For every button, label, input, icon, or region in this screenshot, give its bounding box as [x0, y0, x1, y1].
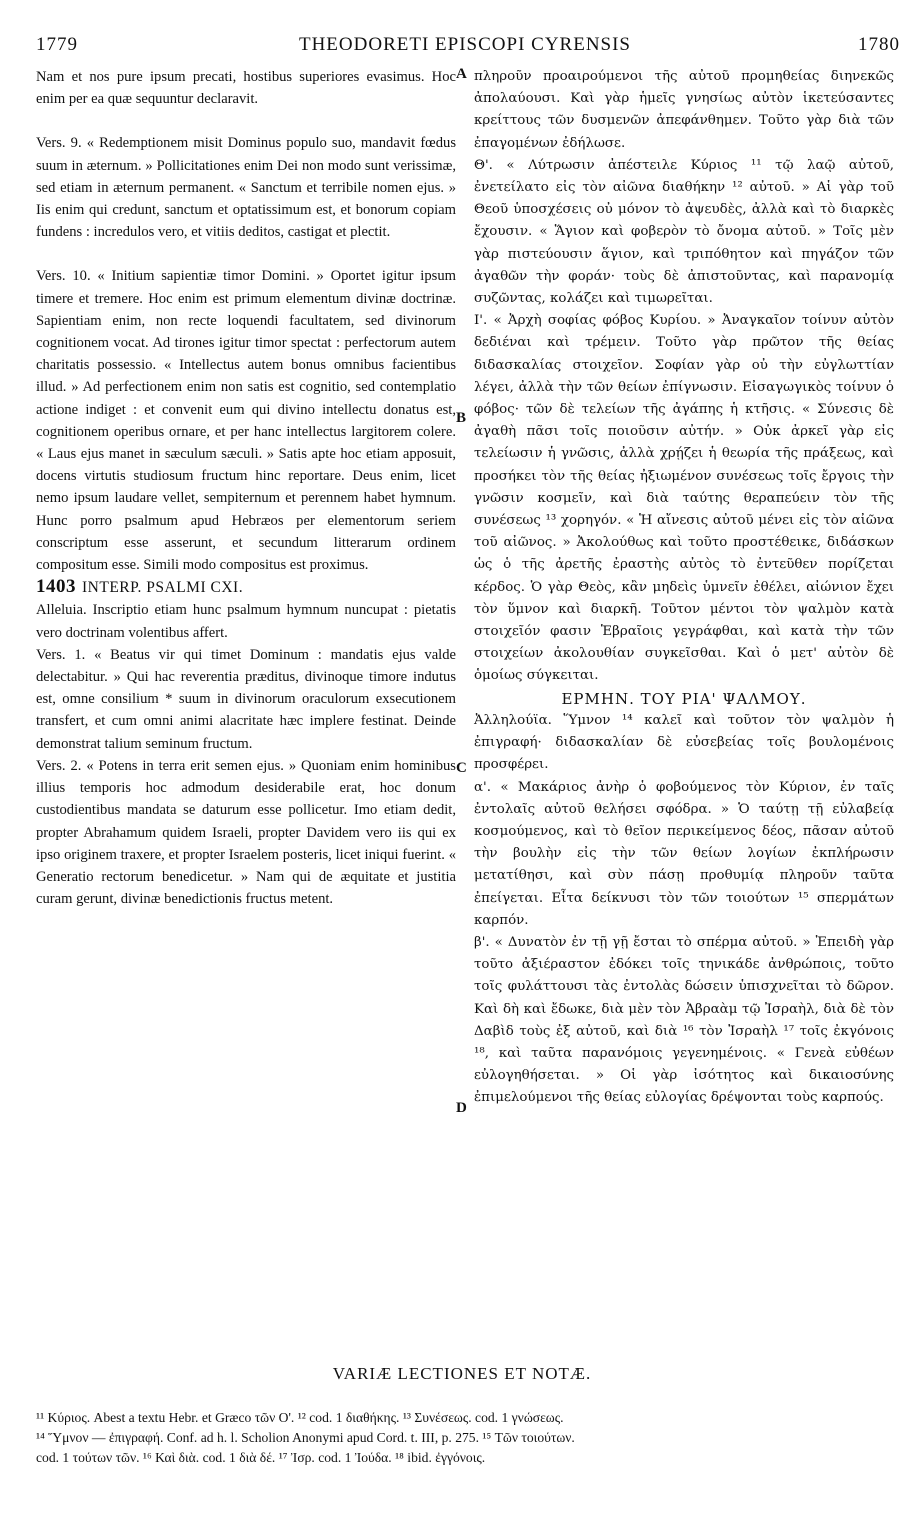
page-header — [30, 34, 900, 62]
greek-paragraph: α'. « Μακάριος ἀνὴρ ὁ φοβούμενος τὸν Κύριον, ἐν ταῖς ἐντολαῖς αὐτοῦ θελήσει σφόδρα. » Ὁ ταύτῃ τῇ εὐλαβείᾳ κοσμούμενος, καὶ τὸ θεῖον περικείμενος δέος, πᾶσαν αὐτοῦ τὴν βουλὴν εἰς τὴν τῶν θείων λογίων ἐκπλήρωσιν μετατίθησι, καὶ σὺν πάσῃ προθυμίᾳ πληροῦν ταῦτα ἐπείγεται. Εἶτα δείκνυσι τὸν τῶν τοιούτων ¹⁵ σπερμάτων καρπόν. — [474, 779, 894, 928]
right-page-number: 1780 — [858, 34, 900, 55]
greek-paragraph: β'. « Δυνατὸν ἐν τῇ γῇ ἔσται τὸ σπέρμα αὐτοῦ. » Ἐπειδὴ γὰρ τοῦτο ἀξιέραστον ἐδόκει τοῖς τηνικάδε ἀνθρώποις, τοῦτο τοῖς φυλάττουσι τὰς ἐντολὰς δώσειν ὑπισχνεῖται τὸ δῶρον. Καὶ δὴ καὶ ἔδωκε, διὰ μὲν τὸν Ἀβραὰμ τῷ Ἰσραὴλ, διὰ δὲ τὸν Δαβὶδ τοὺς ἐξ αὐτοῦ, καὶ διὰ ¹⁶ τὸν Ἰσραὴλ ¹⁷ τοῖς ἐκγόνοις ¹⁸, καὶ ταῦτα παρανόμοις γεγενημένοις. « Γενεὰ εὐθέων εὐλογηθήσεται. » Οἱ γὰρ ἰσότητος καὶ δικαιοσύνης ἐπιμελούμενοι τῆς θείας εὐλογίας δρέψονται τοὺς καρπούς. — [474, 934, 894, 1106]
latin-paragraph: Vers. 10. « Initium sapientiæ timor Domini. » Oportet igitur ipsum timere et tremere. Hoc enim est primum elementum divinæ doctrinæ. Sapientiam enim, non recte loquendi facultatem, sed divinorum cognitionem vocat. Ad tirones igitur timor spectat : perfectorum autem charitatis possessio. « Intellectus autem bonus omnibus facientibus illud. » Ad perfectionem enim non satis est cognitio, sed contemplatio actione indiget : et convenit eum qui divino intellectu donatus est, cognitionem operibus ornare, et per hanc intellectus largitorem colere. « Laus ejus manet in sæculum sæculi. » Satis apte hoc etiam apposuit, docens virtutis studiosum fructum hinc reportare. Deus enim, licet nemo ipsum laudare vellet, sempiternum et perennem habet hymnum. Hunc porro psalmum apud Hebræos per elementorum seriem conscriptum esse asserunt, et secundum litterarum ordinem compositum esse. Simili modo compositus est proximus. — [36, 268, 456, 574]
section-title: INTERP. PSALMI CXI. — [82, 579, 244, 597]
footnotes — [36, 1408, 894, 1468]
greek-column — [474, 66, 894, 1110]
latin-paragraph: Vers. 1. « Beatus vir qui timet Dominum : mandatis ejus valde delectabitur. » Qui hac reverentia præditus, divinoque timore indutus est, omne consilium * suum in divinorum oraculorum exsecutionem transfert, et cum omni animi alacritate hæc implere festinat. Deinde demonstrat talium seminum fructum. — [36, 646, 456, 752]
section-number: 1403 — [36, 576, 76, 598]
latin-section-heading — [36, 576, 456, 599]
greek-paragraph: Θ'. « Λύτρωσιν ἀπέστειλε Κύριος ¹¹ τῷ λαῷ αὐτοῦ, ἐνετείλατο εἰς τὸν αἰῶνα διαθήκην ¹² αὐτοῦ. » Αἱ γὰρ τοῦ Θεοῦ ὑποσχέσεις οὐ μόνον τὸ ἀψευδὲς, ἀλλὰ καὶ τὸ διαρκὲς ἔχουσιν. « Ἅγιον καὶ φοβερὸν τὸ ὄνομα αὐτοῦ. » Τοῖς μὲν γὰρ πιστεύουσιν ἅγιον, καὶ τριπόθητον καὶ πηγάζον τῶν ἀγαθῶν τὴν φοράν· τοὺς δὲ ἀπιστοῦντας, καὶ παρανομίᾳ συζῶντας, κολάζει καὶ τιμωρεῖται. — [474, 157, 894, 307]
greek-paragraph: Ι'. « Ἀρχὴ σοφίας φόβος Κυρίου. » Ἀναγκαῖον τοίνυν αὐτὸν δεδιέναι καὶ τρέμειν. Τοῦτο γὰρ πρῶτον τῆς θείας διδασκαλίας στοιχεῖον. Σοφίαν γὰρ οὐ τὴν εὐγλωττίαν λέγει, ἀλλὰ τὴν τῶν θείων ἐπίγνωσιν. Εἰσαγωγικὸς τοίνυν ὁ φόβος· τῶν δὲ τελείων τῆς ἀγάπης ἡ κτῆσις. « Σύνεσις δὲ ἀγαθὴ πᾶσι τοῖς ποιοῦσιν αὐτήν. » Οὐκ ἀρκεῖ γὰρ εἰς τελείωσιν ἡ γνῶσις, ἀλλὰ χρῄζει ἡ θεωρία τῆς πράξεως, καὶ προσήκει τὸν τῆς θείας ἠξιωμένον συνέσεως τοῖς ἔργοις τὴν γνῶσιν κοσμεῖν, καὶ διὰ ταύτης θεραπεύειν τὸν τῆς συνέσεως ¹³ χορηγόν. « Ἡ αἴνεσις αὐτοῦ μένει εἰς τὸν αἰῶνα τοῦ αἰῶνος. » Ἀκολούθως καὶ τοῦτο προστέθεικε, διδάσκων ὡς ὁ τῆς ἀρετῆς ἐραστὴς αὐτὸς τὸ ἐντεῦθεν πορίζεται κέρδος. Ὁ γὰρ Θεὸς, κἂν μηδεὶς ὑμνεῖν ἐθέλει, αἰώνιον ἔχει τὸν ὕμνον καὶ διαρκῆ. Τοῦτον μέντοι τὸν ψαλμὸν κατὰ στοιχεῖόν φασιν Ἑβραῖοις γεγράφθαι, καὶ κατὰ τὴν τῶν στοιχείων ἀκολουθίαν συγκεῖσθαι. Καὶ ὁ μετ' αὐτὸν δὲ ὁμοίως σύγκειται. — [474, 313, 894, 684]
latin-paragraph: Alleluia. Inscriptio etiam hunc psalmum hymnum nuncupat : pietatis vero doctrinam volentibus affert. — [36, 602, 456, 641]
left-page-number: 1779 — [36, 34, 78, 55]
greek-paragraph: πληροῦν προαιρούμενοι τῆς αὐτοῦ προμηθείας διηνεκῶς ἀπολαύουσι. Καὶ γὰρ ἡμεῖς γνησίως αὐτὸν ἱκετεύσαντες κρείττους τῶν δυσμενῶν ἀπεφάνθημεν. Τοῦτο γὰρ διὰ τῶν ἐπαγομένων ἐδήλωσε. — [474, 69, 894, 151]
latin-paragraph: Vers. 2. « Potens in terra erit semen ejus. » Quoniam enim hominibus illius temporis hoc admodum desiderabile erat, hoc donum custodientibus mandata se daturum esse pollicetur. Imo etiam dedit, propter Abrahamum quidem Israeli, propter Davidem vero iis qui ex ipso originem traxere, et propter Israelem posteris, licet iniqui fuerint. « Generatio rectorum benedicetur. » Nam qui de æquitate et justitia curam gerunt, divinæ benedictionis fructus metent. — [36, 757, 456, 908]
margin-mark-d: D — [456, 1100, 467, 1116]
latin-paragraph: Vers. 9. « Redemptionem misit Dominus populo suo, mandavit fœdus suum in æternum. » Pollicitationes enim Dei non modo sunt verissimæ, sed etiam in æternum permanent. « Sanctum et terribile nomen ejus. » Iis enim qui credunt, sanctum et optatissimum est, et bonorum copiam fundens : incredulos vero, et vitiis deditos, castigat et plectit. — [36, 135, 456, 241]
footnote-line: ¹⁴ Ὕμνον — ἐπιγραφή. Conf. ad h. l. Scholion Anonymi apud Cord. t. III, p. 275. ¹⁵ Τῶν τοιούτων. — [36, 1430, 575, 1445]
footnote-line: cod. 1 τούτων τῶν. ¹⁶ Καὶ διὰ. cod. 1 διὰ δέ. ¹⁷ Ἰσρ. cod. 1 Ἰούδα. ¹⁸ ibid. ἐγγόνοις. — [36, 1450, 486, 1465]
footnote-line: ¹¹ Κύριος. Abest a textu Hebr. et Græco τῶν Ο'. ¹² cod. 1 διαθήκης. ¹³ Συνέσεως. cod. 1 γνώσεως. — [36, 1410, 564, 1425]
margin-mark-c: C — [456, 760, 467, 776]
running-title: THEODORETI EPISCOPI CYRENSIS — [298, 34, 632, 55]
margin-mark-a: A — [456, 66, 467, 82]
latin-paragraph: Nam et nos pure ipsum precati, hostibus superiores evasimus. Hoc enim per ea quæ sequuntur declaravit. — [36, 69, 456, 108]
margin-mark-b: B — [456, 410, 467, 426]
latin-column — [36, 66, 456, 910]
notes-heading: VARIÆ LECTIONES ET NOTÆ. — [332, 1364, 592, 1383]
greek-section-heading: ΕΡΜΗΝ. ΤΟΥ ΡΙΑ' ΨΑΛΜΟΥ. — [561, 689, 807, 708]
greek-paragraph: Ἀλληλούϊα. Ὕμνον ¹⁴ καλεῖ καὶ τοῦτον τὸν ψαλμὸν ἡ ἐπιγραφή· διδασκαλίαν δὲ εὐσεβείας τοῖς βουλομένοις προσφέρει. — [474, 712, 894, 773]
